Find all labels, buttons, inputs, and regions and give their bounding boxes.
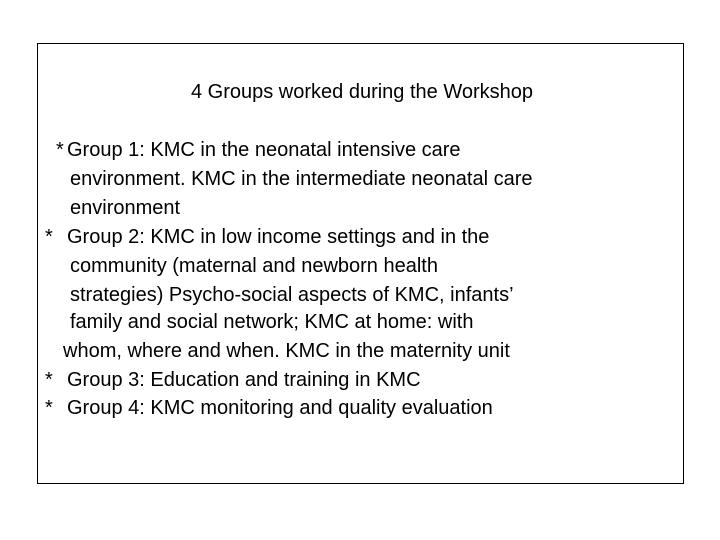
group-2-line: community (maternal and newborn health	[70, 255, 438, 277]
group-1-line: environment	[70, 197, 181, 219]
bullet-marker: *	[56, 139, 64, 161]
group-2-line: family and social network; KMC at home: with	[70, 311, 474, 333]
group-2-line: whom, where and when. KMC in the maternity unit	[63, 340, 510, 362]
slide-title: 4 Groups worked during the Workshop	[190, 81, 534, 103]
bullet-marker: *	[45, 397, 53, 419]
bullet-marker: *	[45, 226, 53, 248]
group-1-line: Group 1: KMC in the neonatal intensive care	[67, 139, 461, 161]
group-1-line: environment. KMC in the intermediate neonatal care	[70, 168, 533, 190]
bullet-marker: *	[45, 369, 53, 391]
group-2-line: strategies) Psycho-social aspects of KMC, infants’	[70, 284, 514, 306]
group-3-line: Group 3: Education and training in KMC	[67, 369, 421, 391]
group-2-line: Group 2: KMC in low income settings and in the	[67, 226, 490, 248]
group-4-line: Group 4: KMC monitoring and quality evaluation	[67, 397, 493, 419]
